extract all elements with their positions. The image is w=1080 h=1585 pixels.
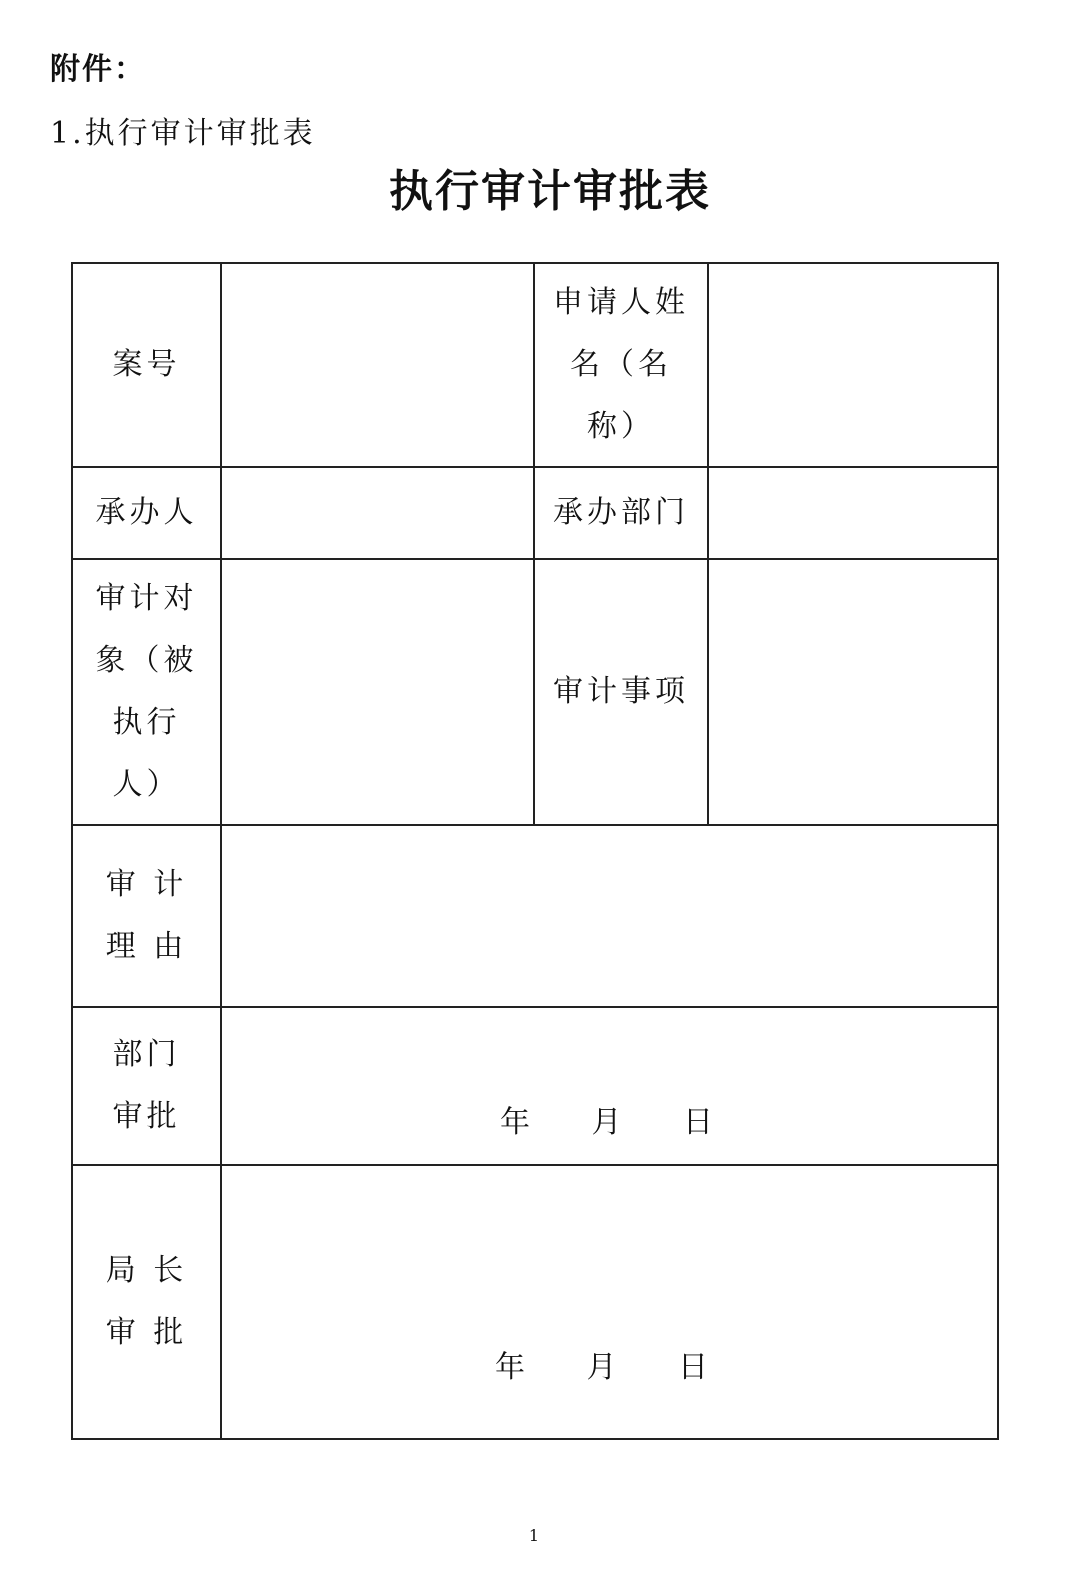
dept-approval-label-line1: 部门 xyxy=(112,1037,181,1072)
director-date-year: 年 xyxy=(494,1350,531,1385)
audit-reason-label-line2: 理 由 xyxy=(105,929,188,964)
form-row-dept-approval xyxy=(72,1007,998,1165)
dept-approval-field[interactable] xyxy=(221,1007,998,1165)
form-row-handler xyxy=(72,467,998,559)
form-row-director-approval xyxy=(72,1165,998,1439)
handler-field[interactable] xyxy=(221,467,534,559)
dept-approval-date xyxy=(222,1103,997,1143)
applicant-name-field[interactable] xyxy=(708,263,998,467)
director-date-month: 月 xyxy=(586,1350,623,1385)
audit-reason-field[interactable] xyxy=(221,825,998,1007)
page-number: 1 xyxy=(528,1526,540,1545)
audit-matter-label: 审计事项 xyxy=(534,559,708,825)
director-date-day: 日 xyxy=(678,1350,715,1385)
dept-approval-label xyxy=(72,1007,221,1165)
dept-approval-label-line2: 审批 xyxy=(112,1099,181,1134)
director-approval-label-line1: 局 长 xyxy=(105,1253,188,1288)
attachment-label: 附件： xyxy=(50,52,146,87)
applicant-name-label: 申请人姓名（名称） xyxy=(534,263,708,467)
director-approval-field[interactable] xyxy=(221,1165,998,1439)
dept-date-month: 月 xyxy=(591,1105,628,1140)
director-approval-date xyxy=(212,1348,997,1388)
case-number-label: 案号 xyxy=(72,263,221,467)
audit-target-field[interactable] xyxy=(221,559,534,825)
director-approval-label-line2: 审 批 xyxy=(105,1315,188,1350)
attachment-item: 1.执行审计审批表 xyxy=(50,116,316,151)
dept-date-year: 年 xyxy=(499,1105,536,1140)
director-approval-label xyxy=(72,1165,221,1439)
form-row-audit-target xyxy=(72,559,998,825)
document-title: 执行审计审批表 xyxy=(389,166,711,217)
dept-date-day: 日 xyxy=(683,1105,720,1140)
audit-approval-form xyxy=(71,262,999,1440)
form-row-audit-reason xyxy=(72,825,998,1007)
audit-reason-label xyxy=(72,825,221,1007)
case-number-field[interactable] xyxy=(221,263,534,467)
audit-reason-label-line1: 审 计 xyxy=(105,867,188,902)
department-label: 承办部门 xyxy=(534,467,708,559)
handler-label: 承办人 xyxy=(72,467,221,559)
audit-target-label: 审计对象（被执行人） xyxy=(72,559,221,825)
form-row-case xyxy=(72,263,998,467)
audit-matter-field[interactable] xyxy=(708,559,998,825)
department-field[interactable] xyxy=(708,467,998,559)
